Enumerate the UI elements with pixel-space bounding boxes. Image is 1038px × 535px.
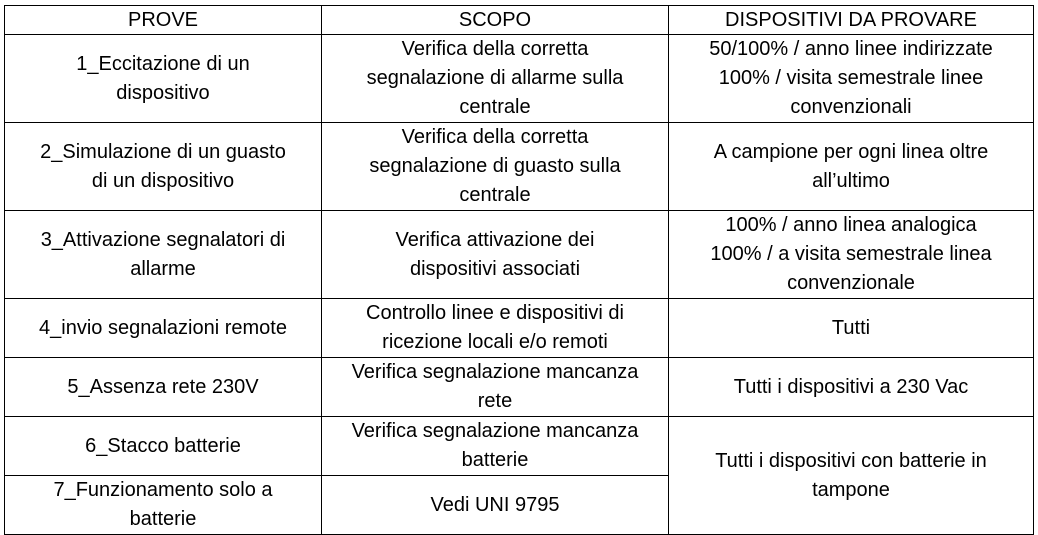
cell-text: ricezione locali e/o remoti [382,331,608,353]
cell-text: allarme [130,257,196,280]
header-scopo: SCOPO [322,6,669,35]
cell-text: 100% / anno linea analogica [725,214,977,236]
cell-scopo [322,299,669,358]
cell-text: Controllo linee e dispositivi di [366,302,624,324]
cell-text: segnalazione di allarme sulla [366,67,624,89]
cell-dispositivi [669,299,1034,358]
header-row [5,6,1034,35]
cell-scopo [322,417,669,476]
cell-text: Verifica segnalazione mancanza [351,361,639,383]
cell-text: convenzionali [790,96,912,118]
table-row [5,299,1034,358]
cell-text: Vedi UNI 9795 [430,493,560,516]
cell-text: Verifica segnalazione mancanza [351,420,639,442]
cell-dispositivi [669,211,1034,299]
table-row [5,35,1034,123]
cell-text: 100% / visita semestrale linee [718,67,984,89]
cell-prova [5,123,322,211]
cell-prova [5,35,322,123]
cell-text: Tutti i dispositivi con batterie in [715,449,987,472]
cell-dispositivi [669,123,1034,211]
cell-text: tampone [812,478,890,501]
cell-text: 7_Funzionamento solo a [53,479,273,501]
test-table [4,5,1034,535]
cell-dispositivi [669,358,1034,417]
cell-text: A campione per ogni linea oltre [713,140,989,163]
cell-text: centrale [459,184,531,206]
table-row [5,211,1034,299]
cell-text: Verifica della corretta [401,38,589,60]
cell-scopo [322,211,669,299]
cell-text: Tutti [831,316,871,339]
cell-scopo [322,476,669,535]
cell-text: 4_invio segnalazioni remote [39,316,287,339]
cell-text: segnalazione di guasto sulla [369,155,621,177]
header-dispositivi: DISPOSITIVI DA PROVARE [669,6,1034,35]
cell-text: 5_Assenza rete 230V [67,375,259,398]
cell-prova [5,211,322,299]
cell-text: Verifica attivazione dei [395,228,595,251]
cell-dispositivi [669,35,1034,123]
cell-prova [5,417,322,476]
cell-text: 50/100% / anno linee indirizzate [709,38,993,60]
cell-text: convenzionale [787,272,915,294]
cell-text: 1_Eccitazione di un [76,52,250,75]
cell-text: rete [477,390,513,412]
cell-prova [5,476,322,535]
cell-text: di un dispositivo [91,169,235,192]
cell-text: 6_Stacco batterie [85,434,241,457]
test-table-container [4,5,1033,535]
cell-text: Tutti i dispositivi a 230 Vac [733,375,969,398]
header-prove: PROVE [5,6,322,35]
cell-text: all’ultimo [812,169,890,192]
table-row [5,417,1034,476]
table-row [5,358,1034,417]
cell-text: Verifica della corretta [401,126,589,148]
cell-prova [5,358,322,417]
cell-scopo [322,35,669,123]
cell-text: dispositivi associati [409,257,581,280]
cell-text: batterie [129,508,197,530]
cell-scopo [322,358,669,417]
cell-text: dispositivo [116,81,210,104]
cell-dispositivi [669,417,1034,535]
cell-text: 100% / a visita semestrale linea [710,243,992,265]
table-row [5,123,1034,211]
cell-text: centrale [459,96,531,118]
cell-text: 2_Simulazione di un guasto [40,140,286,163]
cell-scopo [322,123,669,211]
cell-text: batterie [461,449,529,471]
cell-text: 3_Attivazione segnalatori di [40,228,286,251]
cell-prova [5,299,322,358]
